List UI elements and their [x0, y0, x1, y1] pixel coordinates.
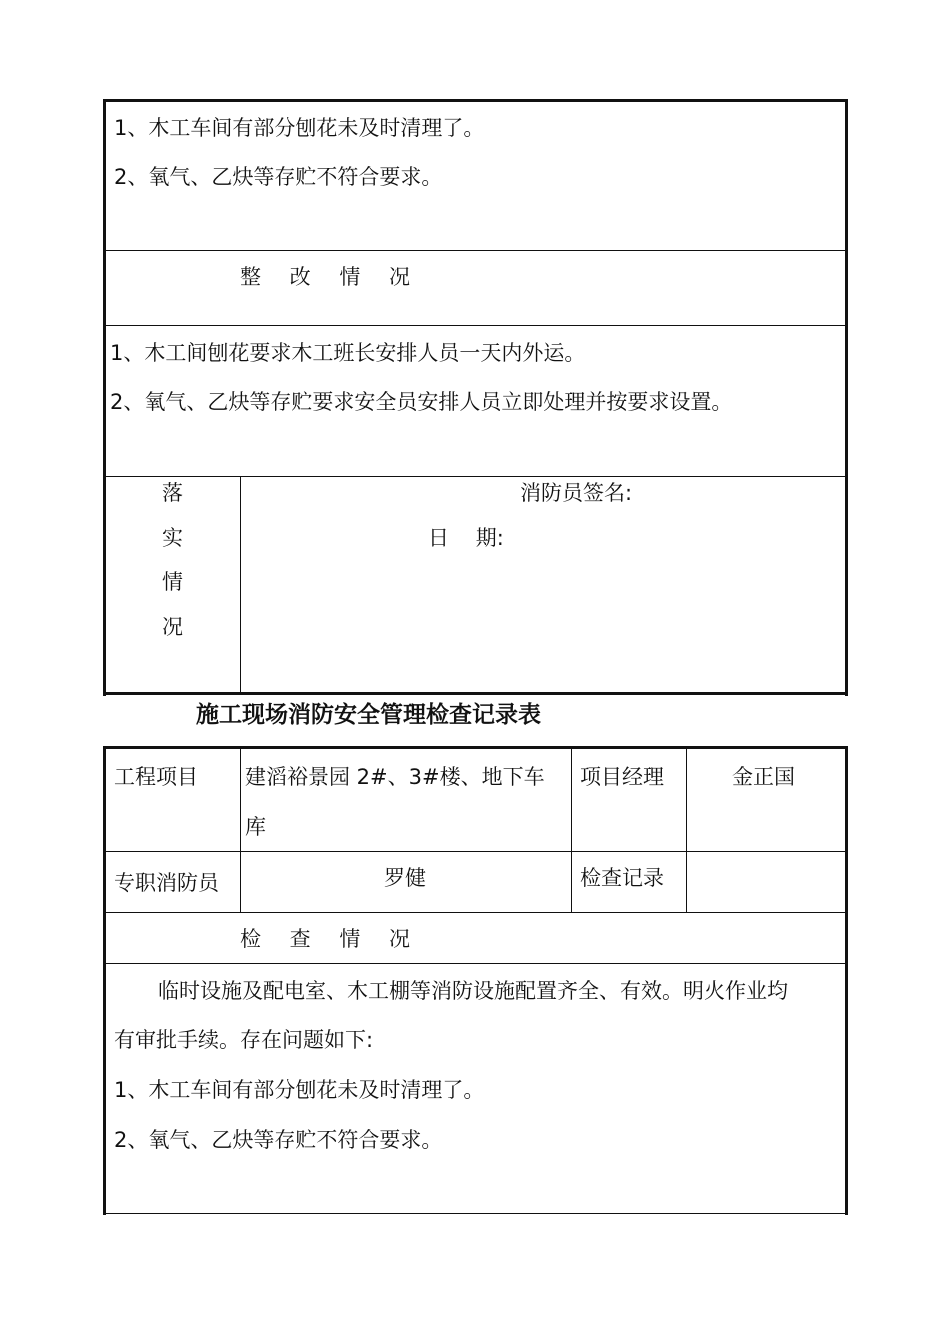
problem-line: 1、木工车间有部分刨花未及时清理了。 — [114, 116, 485, 140]
rectification-header: 整 改 情 况 — [240, 265, 411, 289]
manager-value: 金正国 — [732, 765, 795, 789]
lower-table-top-border — [103, 746, 848, 749]
upper-divider-2 — [103, 325, 848, 326]
lower-table-bottom-border — [103, 1213, 848, 1214]
firefighter-signature-label: 消防员签名: — [520, 481, 633, 505]
lower-divider-3 — [103, 963, 848, 964]
date-label: 日 期: — [428, 526, 504, 550]
project-value: 建滔裕景园 2#、3#楼、地下车 — [245, 765, 545, 789]
firefighter-label: 专职消防员 — [114, 871, 219, 895]
inspection-header: 检 查 情 况 — [240, 927, 411, 951]
manager-label: 项目经理 — [580, 765, 664, 789]
firefighter-value: 罗健 — [384, 866, 426, 890]
implementation-label-char: 落 — [162, 481, 183, 505]
implementation-label-char: 情 — [162, 570, 183, 594]
rectification-line: 1、木工间刨花要求木工班长安排人员一天内外运。 — [110, 341, 586, 365]
record-label: 检查记录 — [580, 866, 664, 890]
upper-table-top-border — [103, 99, 848, 102]
lower-col-divider-1 — [240, 749, 241, 912]
lower-col-divider-2 — [571, 749, 572, 912]
project-label: 工程项目 — [114, 765, 198, 789]
rectification-line: 2、氧气、乙炔等存贮要求安全员安排人员立即处理并按要求设置。 — [110, 390, 733, 414]
inspection-intro-cont: 有审批手续。存在问题如下: — [114, 1028, 374, 1052]
lower-col-divider-3 — [686, 749, 687, 912]
implementation-label-char: 况 — [162, 615, 183, 639]
problem-line: 2、氧气、乙炔等存贮不符合要求。 — [114, 165, 443, 189]
upper-divider-3 — [103, 476, 848, 477]
upper-implementation-divider — [240, 476, 241, 692]
implementation-label-char: 实 — [162, 526, 183, 550]
problem-line: 1、木工车间有部分刨花未及时清理了。 — [114, 1078, 485, 1102]
lower-divider-2 — [103, 912, 848, 913]
upper-divider-1 — [103, 250, 848, 251]
project-value-cont: 库 — [245, 815, 266, 839]
problem-line: 2、氧气、乙炔等存贮不符合要求。 — [114, 1128, 443, 1152]
upper-table-bottom-border — [103, 692, 848, 695]
form-title: 施工现场消防安全管理检查记录表 — [196, 702, 541, 728]
inspection-intro: 临时设施及配电室、木工棚等消防设施配置齐全、有效。明火作业均 — [158, 979, 788, 1003]
lower-divider-1 — [103, 851, 848, 852]
